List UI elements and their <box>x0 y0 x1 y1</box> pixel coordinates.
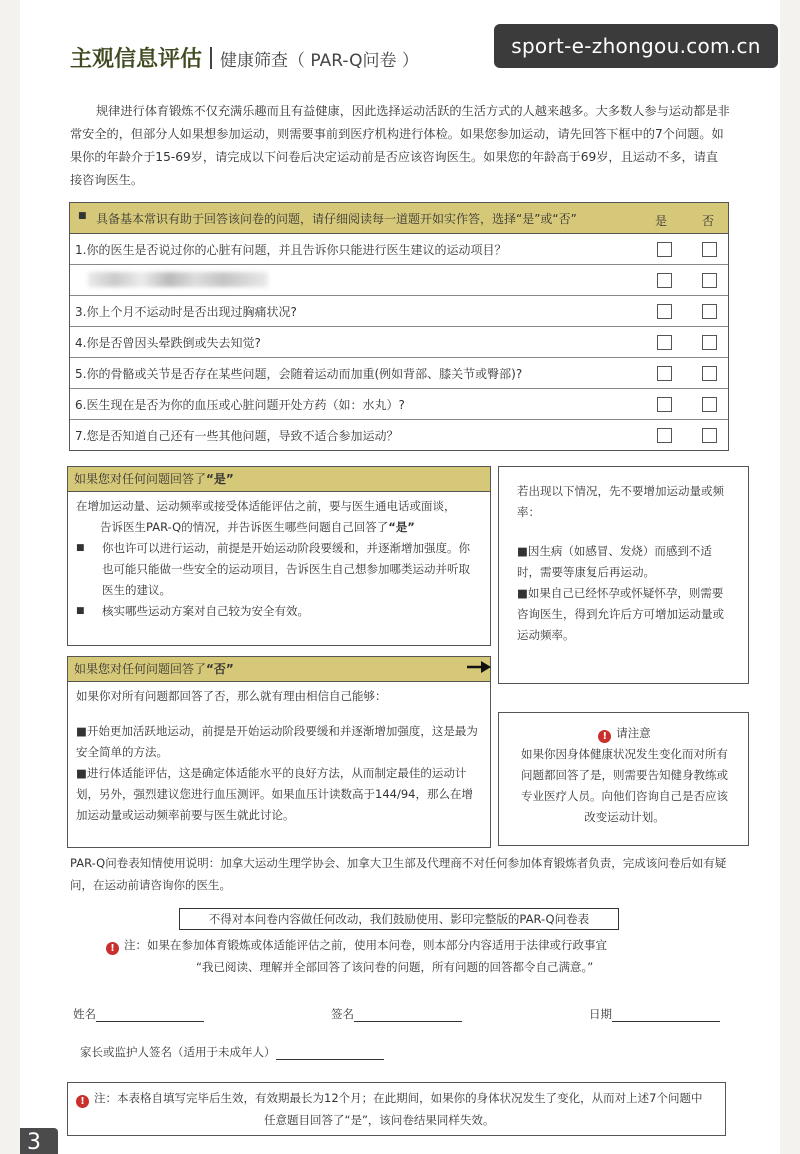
delay-box-item: ■因生病（如感冒、发烧）而感到不适时，需要等康复后再运动。 <box>517 544 712 579</box>
question-text: 7.您是否知道自己还有一些其他问题，导致不适合参加运动？ <box>75 429 399 443</box>
page-title <box>70 42 419 73</box>
guardian-line[interactable] <box>276 1045 384 1060</box>
no-checkbox[interactable] <box>702 335 717 350</box>
question-text: 4.你是否曾因头晕跌倒或失去知觉? <box>75 336 261 350</box>
yes-checkbox[interactable] <box>657 366 672 381</box>
no-checkbox[interactable] <box>702 273 717 288</box>
yes-checkbox[interactable] <box>657 304 672 319</box>
sign-line[interactable] <box>354 1007 462 1022</box>
arrow-right-icon <box>467 660 491 674</box>
sign-field[interactable]: 签名 <box>331 1006 462 1022</box>
no-box-bullet: ■进行体适能评估，这是确定体适能水平的良好方法，从而制定最佳的运动计划，另外，强烈建议您进行血压测评。如果血压计读数高于144/94，那么在增加运动量或运动频率前要与医生就此讨论。 <box>76 766 473 822</box>
yes-checkbox[interactable] <box>657 273 672 288</box>
notice-box-body <box>499 713 748 828</box>
no-checkbox[interactable] <box>702 304 717 319</box>
yes-box-body <box>68 492 490 622</box>
document-page <box>20 0 780 1154</box>
redacted-text <box>88 272 268 287</box>
no-answer-box <box>67 656 491 848</box>
no-column-label: 否 <box>702 214 715 228</box>
validity-note-box <box>67 1082 726 1136</box>
no-box-body <box>68 682 490 826</box>
question-row-6 <box>70 389 728 420</box>
yes-box-line: 在增加运动量、运动频率或接受体适能评估之前，要与医生通电话或面谈， <box>76 499 456 513</box>
question-text: 5.你的骨骼或关节是否存在某些问题，会随着运动而加重(例如背部、膝关节或臀部)? <box>75 367 523 381</box>
delay-box-item: ■如果自己已经怀孕或怀疑怀孕，则需要咨询医生，得到允许后方可增加运动量或运动频率。 <box>517 586 724 642</box>
no-checkbox[interactable] <box>702 366 717 381</box>
notice-text: 如果你因身体健康状况发生变化而对所有问题都回答了是，则需要告知健身教练或专业医疗人员。向他们咨询自己是否应该改变运动计划。 <box>521 747 728 824</box>
yes-checkbox[interactable] <box>657 428 672 443</box>
question-text: 6.医生现在是否为你的血压或心脏问题开处方药（如：水丸）? <box>75 398 405 412</box>
title-main: 主观信息评估 <box>70 47 203 72</box>
yes-checkbox[interactable] <box>657 397 672 412</box>
question-row-7 <box>70 420 728 450</box>
legal-note: ! 注：如果在参加体育锻炼或体适能评估之前，使用本问卷，则本部分内容适用于法律或行政事宜 <box>106 934 746 956</box>
yes-box-line: 告诉医生PAR-Q的情况，并告诉医生哪些问题自己回答了“是” <box>100 520 415 534</box>
validity-line: 任意题目回答了“是”，该问卷结果同样失效。 <box>264 1113 495 1127</box>
notice-title: ! 请注意 <box>517 723 732 744</box>
no-checkbox[interactable] <box>702 397 717 412</box>
guardian-sign-field[interactable]: 家长或监护人签名（适用于未成年人） <box>80 1044 384 1060</box>
yes-checkbox[interactable] <box>657 335 672 350</box>
page-number: 3 <box>20 1128 58 1154</box>
questionnaire-header <box>70 203 728 234</box>
delay-box-body <box>499 467 748 646</box>
question-text: 3.你上个月不运动时是否出现过胸痛状况? <box>75 305 297 319</box>
question-row-2 <box>70 265 728 296</box>
no-answer-label: “否” <box>206 662 234 676</box>
yes-box-header: 如果您对任何问题回答了“是” <box>68 467 490 492</box>
header-text: 具备基本常识有助于回答该问卷的问题，请仔细阅读每一道题开如实作答，选择“是”或“否” <box>96 212 577 226</box>
no-box-header: 如果您对任何问题回答了“否” <box>68 657 490 682</box>
date-field[interactable]: 日期 <box>589 1006 720 1022</box>
no-checkbox[interactable] <box>702 428 717 443</box>
question-row-5 <box>70 358 728 389</box>
validity-line: ! 注：本表格自填写完毕后生效，有效期最长为12个月；在此期间，如果你的身体状况发生了变化，从而对上述7个问题中 <box>76 1087 702 1109</box>
title-divider <box>210 47 212 69</box>
header-bullet: ■ <box>78 211 87 221</box>
yes-checkbox[interactable] <box>657 242 672 257</box>
warning-icon: ! <box>106 942 119 955</box>
title-sub: 健康筛查（ PAR-Q问卷 ） <box>220 51 419 71</box>
question-row-4 <box>70 327 728 358</box>
yes-answer-box <box>67 466 491 646</box>
no-box-line: 如果你对所有问题都回答了否，那么就有理由相信自己能够： <box>76 689 387 703</box>
question-row-3 <box>70 296 728 327</box>
no-box-bullet: ■开始更加活跃地运动，前提是开始运动阶段要缓和并逐渐增加强度，这是最为安全简单的方法。 <box>76 724 478 759</box>
name-field[interactable]: 姓名 <box>73 1006 204 1022</box>
intro-paragraph: 规律进行体育锻炼不仅充满乐趣而且有益健康，因此选择运动活跃的生活方式的人越来越多。大多数人参与运动都是非常安全的，但部分人如果想参加运动，则需要事前到医疗机构进行体检。如果您参加运动，请先回答下框中的7个问题。如果你的年龄介于15-69岁，请完成以下问卷后决定运动前是否应该咨询医生。如果您的年龄高于69岁，且运动不多，请直接咨询医生。 <box>70 104 730 187</box>
date-line[interactable] <box>612 1007 720 1022</box>
yes-answer-label: “是” <box>206 472 234 486</box>
yes-column-label: 是 <box>655 214 668 228</box>
warning-icon: ! <box>598 730 611 743</box>
site-watermark: sport-e-zhongou.com.cn <box>494 24 778 68</box>
no-modification-notice: 不得对本问卷内容做任何改动，我们鼓励使用、影印完整版的PAR-Q问卷表 <box>179 908 619 930</box>
name-line[interactable] <box>96 1007 204 1022</box>
question-row-1 <box>70 234 728 265</box>
question-text: 1.你的医生是否说过你的心脏有问题，并且告诉你只能进行医生建议的运动项目？ <box>75 243 507 257</box>
warning-icon: ! <box>76 1095 89 1108</box>
questionnaire-table <box>69 202 729 451</box>
yes-box-bullet: ■ 核实哪些运动方案对自己较为安全有效。 <box>76 604 309 618</box>
legal-statement: “我已阅读、理解并全部回答了该问卷的问题，所有问题的回答都令自己满意。” <box>196 960 594 974</box>
notice-box <box>498 712 749 846</box>
yes-box-bullet: ■ 你也许可以进行运动，前提是开始运动阶段要缓和，并逐渐增加强度。你也可能只能做一些安全的运动项目，告诉医生自己想参加哪类运动并听取医生的建议。 <box>76 541 470 597</box>
delay-exercise-box <box>498 466 749 684</box>
no-checkbox[interactable] <box>702 242 717 257</box>
delay-box-intro: 若出现以下情况，先不要增加运动量或频率： <box>517 484 724 519</box>
disclaimer-text: PAR-Q问卷表知情使用说明：加拿大运动生理学协会、加拿大卫生部及代理商不对任何参加体育锻炼者负责，完成该问卷后如有疑问，在运动前请咨询你的医生。 <box>70 856 727 892</box>
